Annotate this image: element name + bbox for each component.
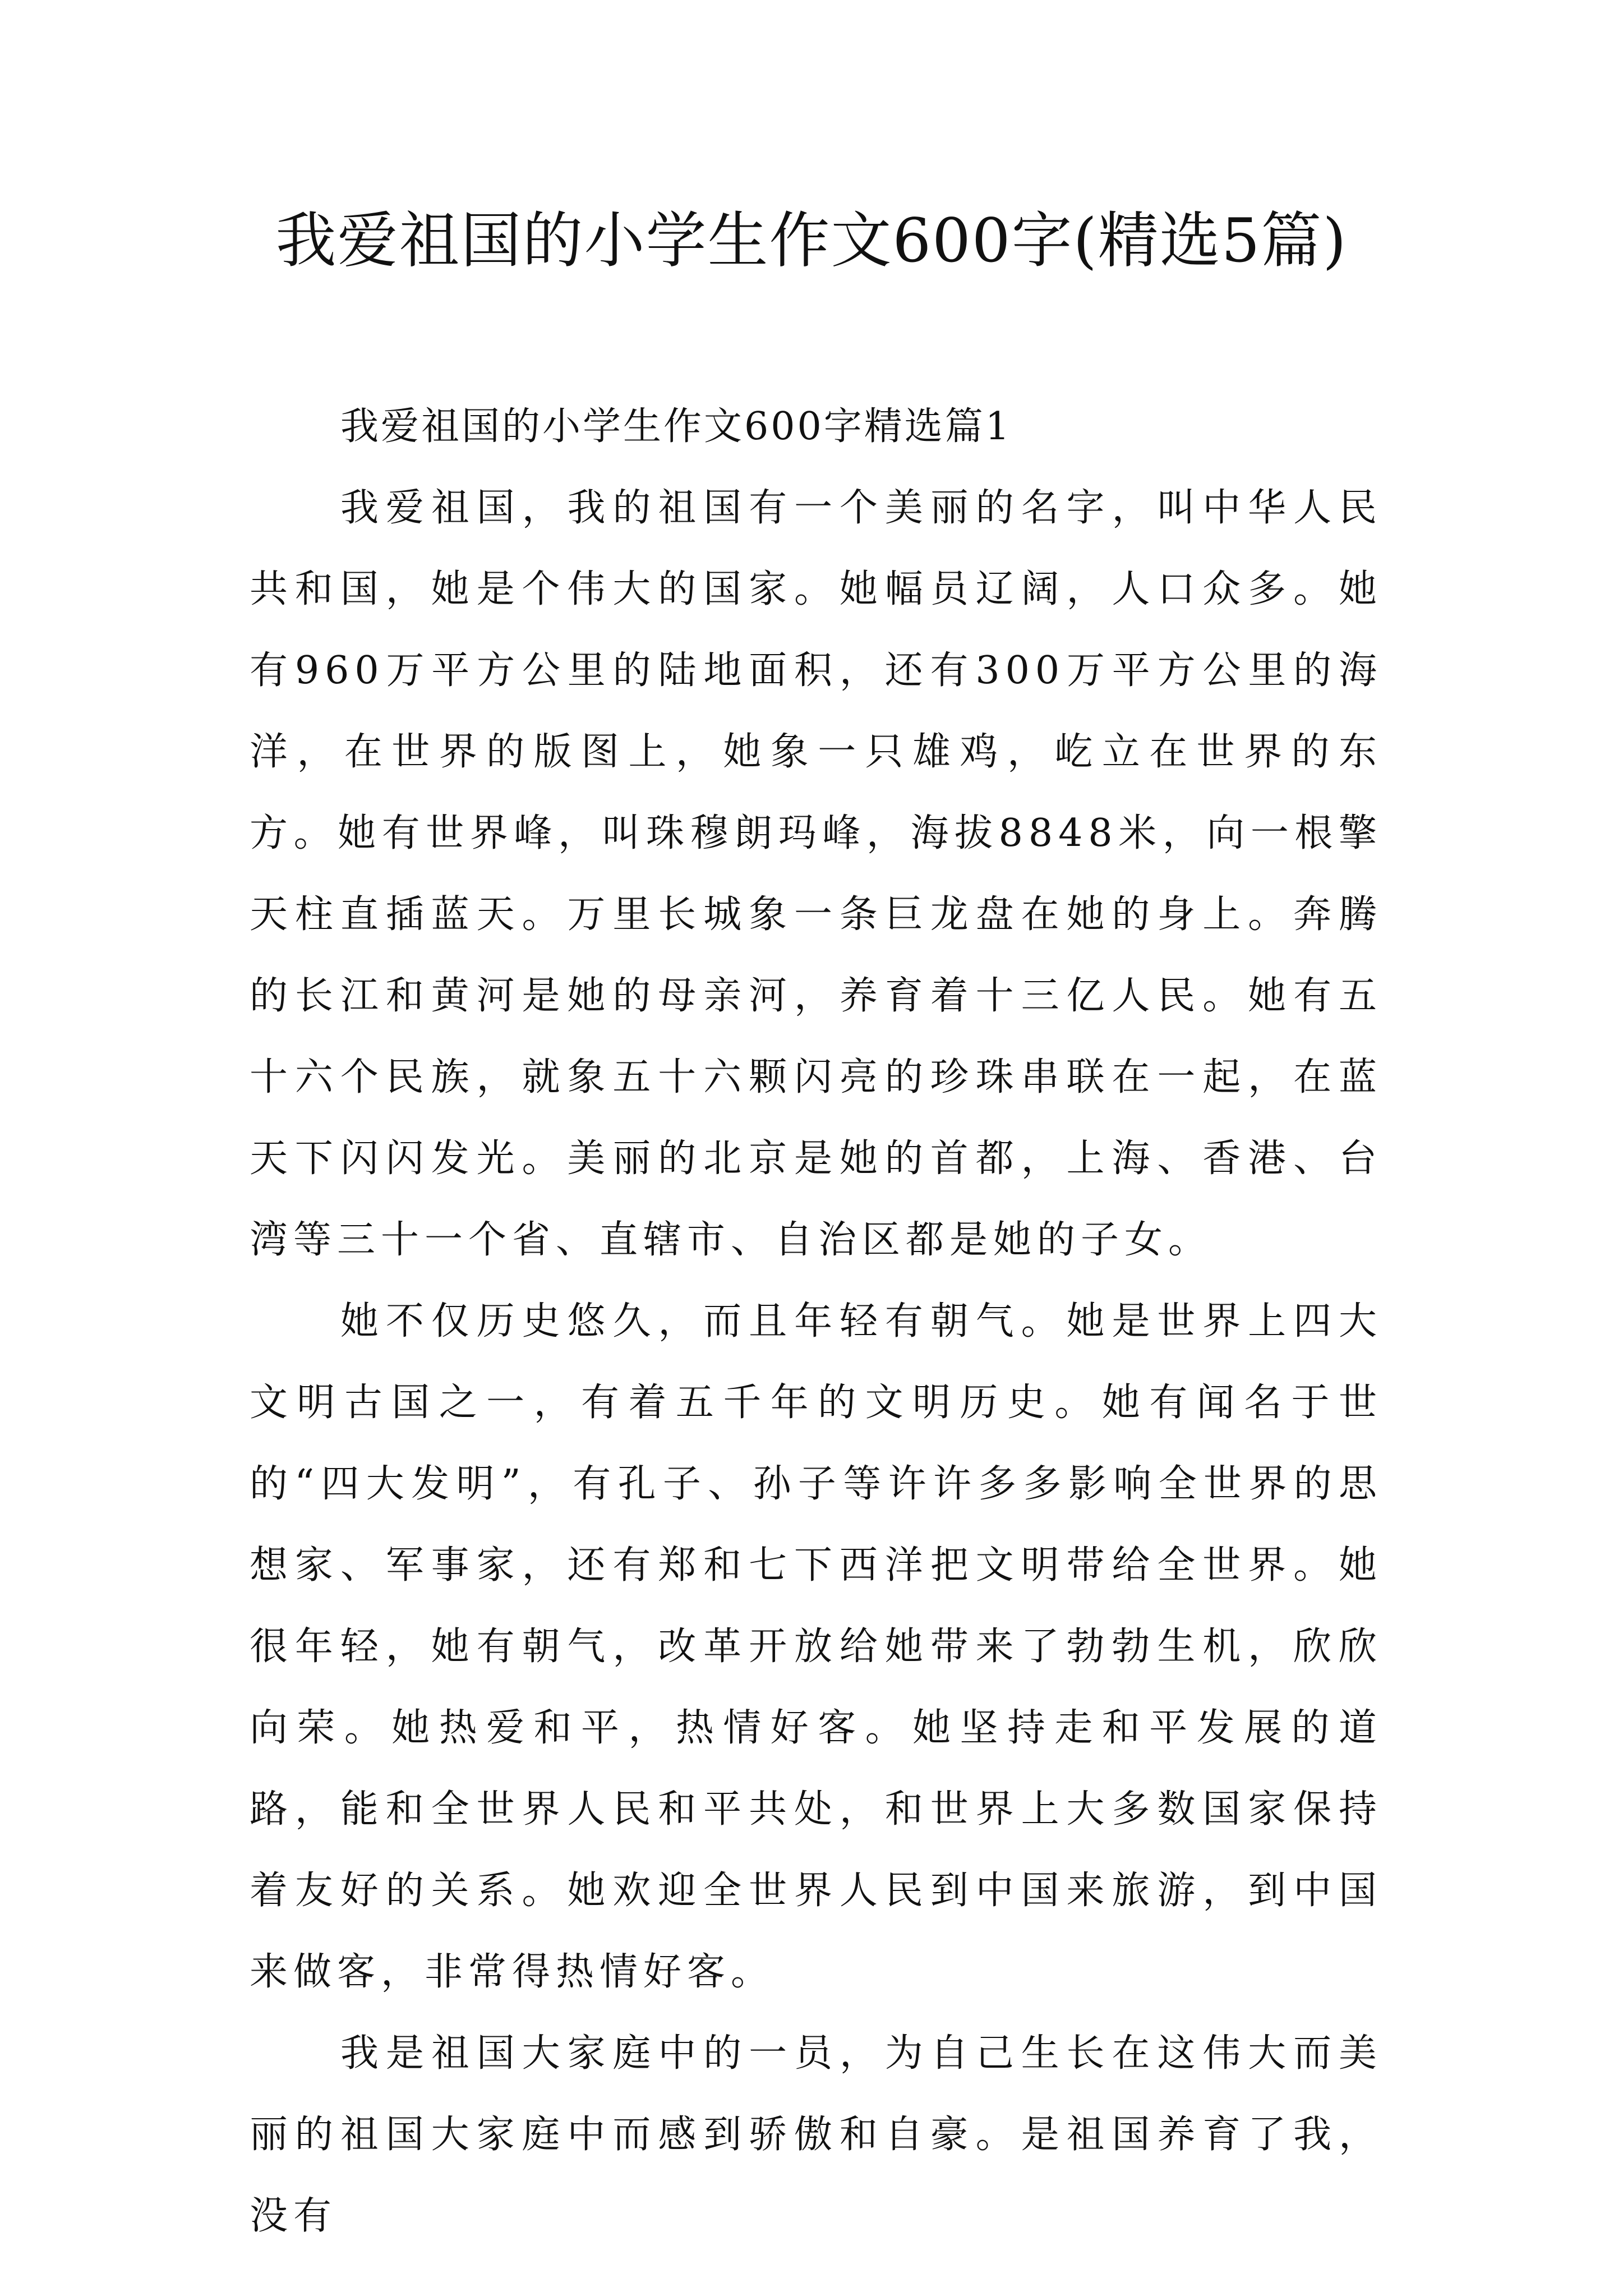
section-heading: 我爱祖国的小学生作文600字精选篇1 <box>340 404 1012 449</box>
paragraph-2: 她不仅历史悠久，而且年轻有朝气。她是世界上四大文明古国之一，有着五千年的文明历史。她有闻名于世的“四大发明”，有孔子、孙子等许许多多影响全世界的思想家、军事家，还有郑和七下西洋把文明带给全世界。她很年轻，她有朝气，改革开放给她带来了勃勃生机，欣欣向荣。她热爱和平，热情好客。她坚持走和平发展的道路，能和全世界人民和平共处，和世界上大多数国家保持着友好的关系。她欢迎全世界人民到中国来旅游，到中国来做客，非常得热情好客。 <box>250 1299 1382 1994</box>
paragraph-1: 我爱祖国，我的祖国有一个美丽的名字，叫中华人民共和国，她是个伟大的国家。她幅员辽阔，人口众多。她有960万平方公里的陆地面积，还有300万平方公里的海洋，在世界的版图上，她象一只雄鸡，屹立在世界的东方。她有世界峰，叫珠穆朗玛峰，海拔8848米，向一根擎天柱直插蓝天。万里长城象一条巨龙盘在她的身上。奔腾的长江和黄河是她的母亲河，养育着十三亿人民。她有五十六个民族，就象五十六颗闪亮的珍珠串联在一起，在蓝天下闪闪发光。美丽的北京是她的首都，上海、香港、台湾等三十一个省、直辖市、自治区都是她的子女。 <box>250 486 1382 1262</box>
document-body <box>250 386 1382 2257</box>
document-title: 我爱祖国的小学生作文600字(精选5篇) <box>275 206 1348 276</box>
paragraph-3: 我是祖国大家庭中的一员，为自己生长在这伟大而美丽的祖国大家庭中而感到骄傲和自豪。是祖国养育了我，没有 <box>250 2031 1382 2238</box>
